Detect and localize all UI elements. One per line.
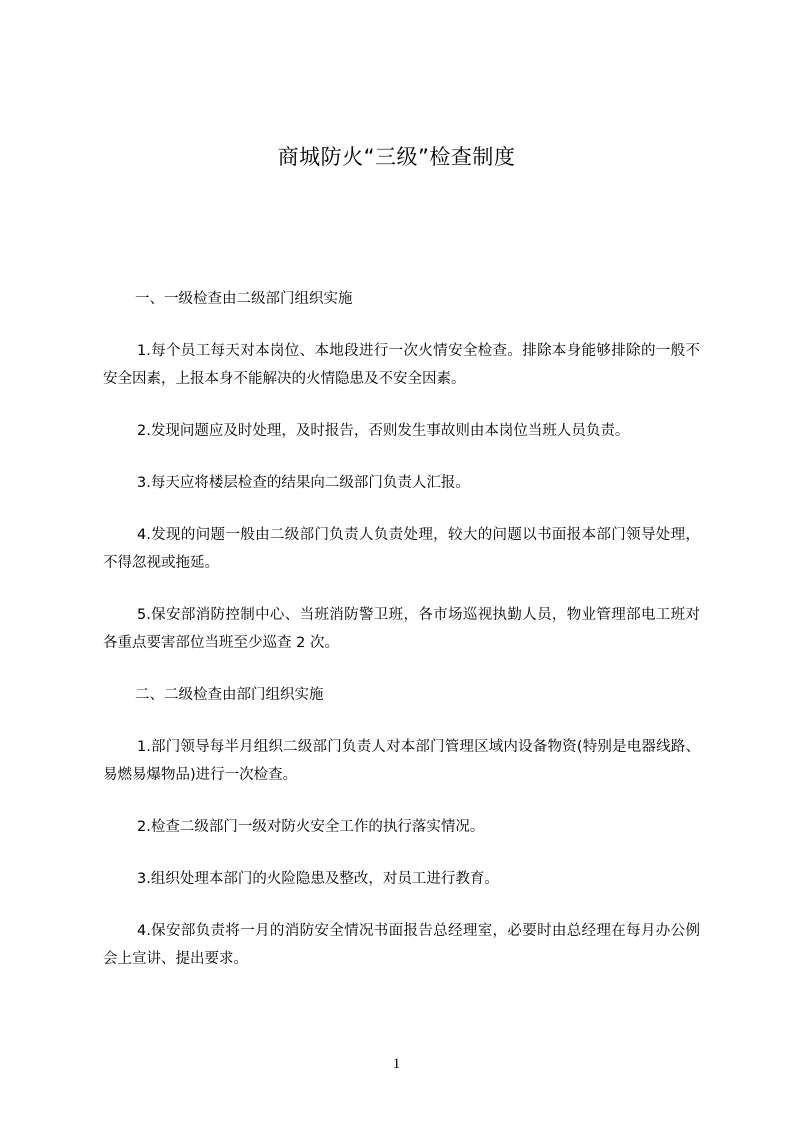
section-2-item-3: 3.组织处理本部门的火险隐患及整改，对员工进行教育。 <box>137 871 499 887</box>
section-1-item-2: 2.发现问题应及时处理，及时报告，否则发生事故则由本岗位当班人员负责。 <box>137 423 630 439</box>
page-number: 1 <box>392 1056 401 1072</box>
document-body <box>103 285 700 973</box>
section-2-item-2: 2.检查二级部门一级对防火安全工作的执行落实情况。 <box>137 819 485 835</box>
document-title: 商城防火“三级”检查制度 <box>277 145 516 169</box>
section-1-item-1: 1.每个员工每天对本岗位、本地段进行一次火情安全检查。排除本身能够排除的一般不安全因素，上报本身不能解决的火情隐患及不安全因素。 <box>103 343 700 387</box>
section-2-item-4: 4.保安部负责将一月的消防安全情况书面报告总经理室，必要时由总经理在每月办公例会上宣讲、提出要求。 <box>103 923 700 967</box>
section-heading-2: 二、二级检查由部门组织实施 <box>135 687 324 703</box>
section-1-item-4: 4.发现的问题一般由二级部门负责人负责处理，较大的问题以书面报本部门领导处理，不得忽视或拖延。 <box>103 527 700 571</box>
section-heading-1: 一、一级检查由二级部门组织实施 <box>135 291 353 307</box>
section-2-item-1: 1.部门领导每半月组织二级部门负责人对本部门管理区域内设备物资(特别是电器线路、易燃易爆物品)进行一次检查。 <box>103 739 700 783</box>
section-1-item-3: 3.每天应将楼层检查的结果向二级部门负责人汇报。 <box>137 475 470 491</box>
section-1-item-5: 5.保安部消防控制中心、当班消防警卫班，各市场巡视执勤人员，物业管理部电工班对各重点要害部位当班至少巡查 2 次。 <box>103 607 700 651</box>
